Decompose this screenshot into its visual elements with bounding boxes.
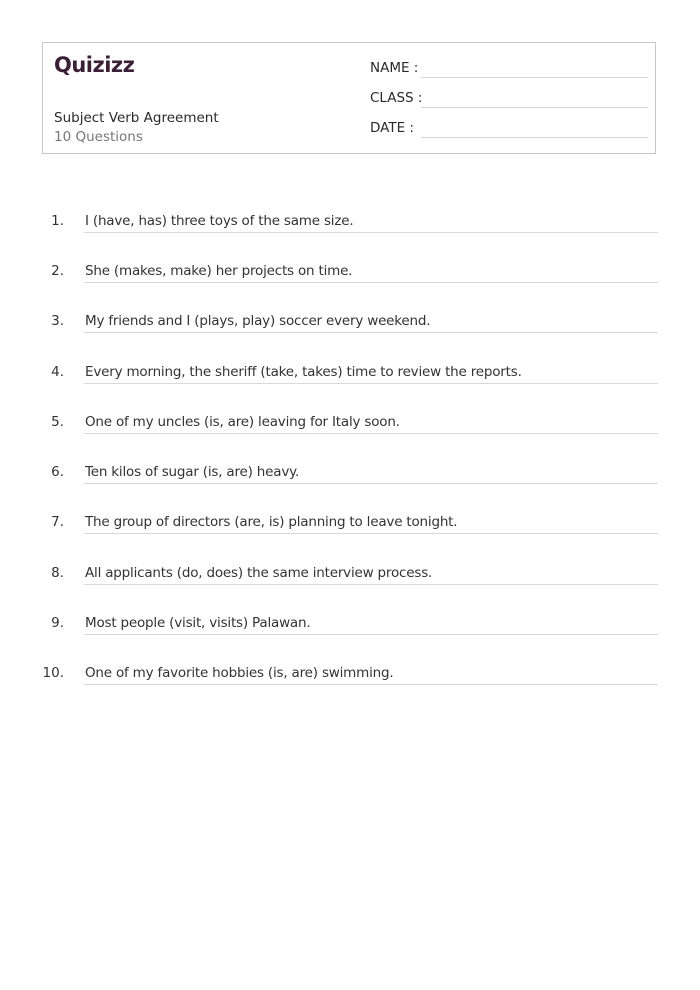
answer-line[interactable] xyxy=(84,433,658,434)
question-item xyxy=(42,364,658,386)
question-item xyxy=(42,514,658,536)
class-label: CLASS : xyxy=(370,90,423,106)
answer-line[interactable] xyxy=(84,232,658,233)
question-text: One of my uncles (is, are) leaving for Italy soon. xyxy=(85,414,400,430)
question-item xyxy=(42,213,658,235)
question-count: 10 Questions xyxy=(54,129,143,145)
answer-line[interactable] xyxy=(84,584,658,585)
question-text: One of my favorite hobbies (is, are) swimming. xyxy=(85,665,394,681)
question-number: 7. xyxy=(51,514,64,530)
date-input-line[interactable] xyxy=(421,137,648,138)
question-item xyxy=(42,263,658,285)
question-item xyxy=(42,464,658,486)
answer-line[interactable] xyxy=(84,634,658,635)
class-field[interactable] xyxy=(370,90,648,110)
question-text: The group of directors (are, is) planning to leave tonight. xyxy=(85,514,458,530)
question-number: 6. xyxy=(51,464,64,480)
question-number: 9. xyxy=(51,615,64,631)
question-text: Every morning, the sheriff (take, takes) time to review the reports. xyxy=(85,364,522,380)
name-label: NAME : xyxy=(370,60,419,76)
question-item xyxy=(42,665,658,687)
class-input-line[interactable] xyxy=(421,107,648,108)
question-item xyxy=(42,565,658,587)
question-text: My friends and I (plays, play) soccer every weekend. xyxy=(85,313,431,329)
question-number: 5. xyxy=(51,414,64,430)
name-input-line[interactable] xyxy=(421,77,648,78)
worksheet-title: Subject Verb Agreement xyxy=(54,110,219,126)
answer-line[interactable] xyxy=(84,684,658,685)
date-field[interactable] xyxy=(370,120,648,140)
question-text: Ten kilos of sugar (is, are) heavy. xyxy=(85,464,300,480)
answer-line[interactable] xyxy=(84,332,658,333)
question-text: Most people (visit, visits) Palawan. xyxy=(85,615,311,631)
question-number: 2. xyxy=(51,263,64,279)
question-number: 1. xyxy=(51,213,64,229)
question-item xyxy=(42,414,658,436)
question-item xyxy=(42,313,658,335)
answer-line[interactable] xyxy=(84,383,658,384)
worksheet-header xyxy=(42,42,656,154)
question-text: I (have, has) three toys of the same size. xyxy=(85,213,354,229)
question-number: 8. xyxy=(51,565,64,581)
quizizz-logo: Quizizz xyxy=(54,53,135,77)
question-text: All applicants (do, does) the same interview process. xyxy=(85,565,433,581)
question-item xyxy=(42,615,658,637)
date-label: DATE : xyxy=(370,120,414,136)
question-text: She (makes, make) her projects on time. xyxy=(85,263,353,279)
question-number: 4. xyxy=(51,364,64,380)
answer-line[interactable] xyxy=(84,282,658,283)
question-number: 10. xyxy=(42,665,64,681)
question-number: 3. xyxy=(51,313,64,329)
answer-line[interactable] xyxy=(84,483,658,484)
answer-line[interactable] xyxy=(84,533,658,534)
name-field[interactable] xyxy=(370,60,648,80)
